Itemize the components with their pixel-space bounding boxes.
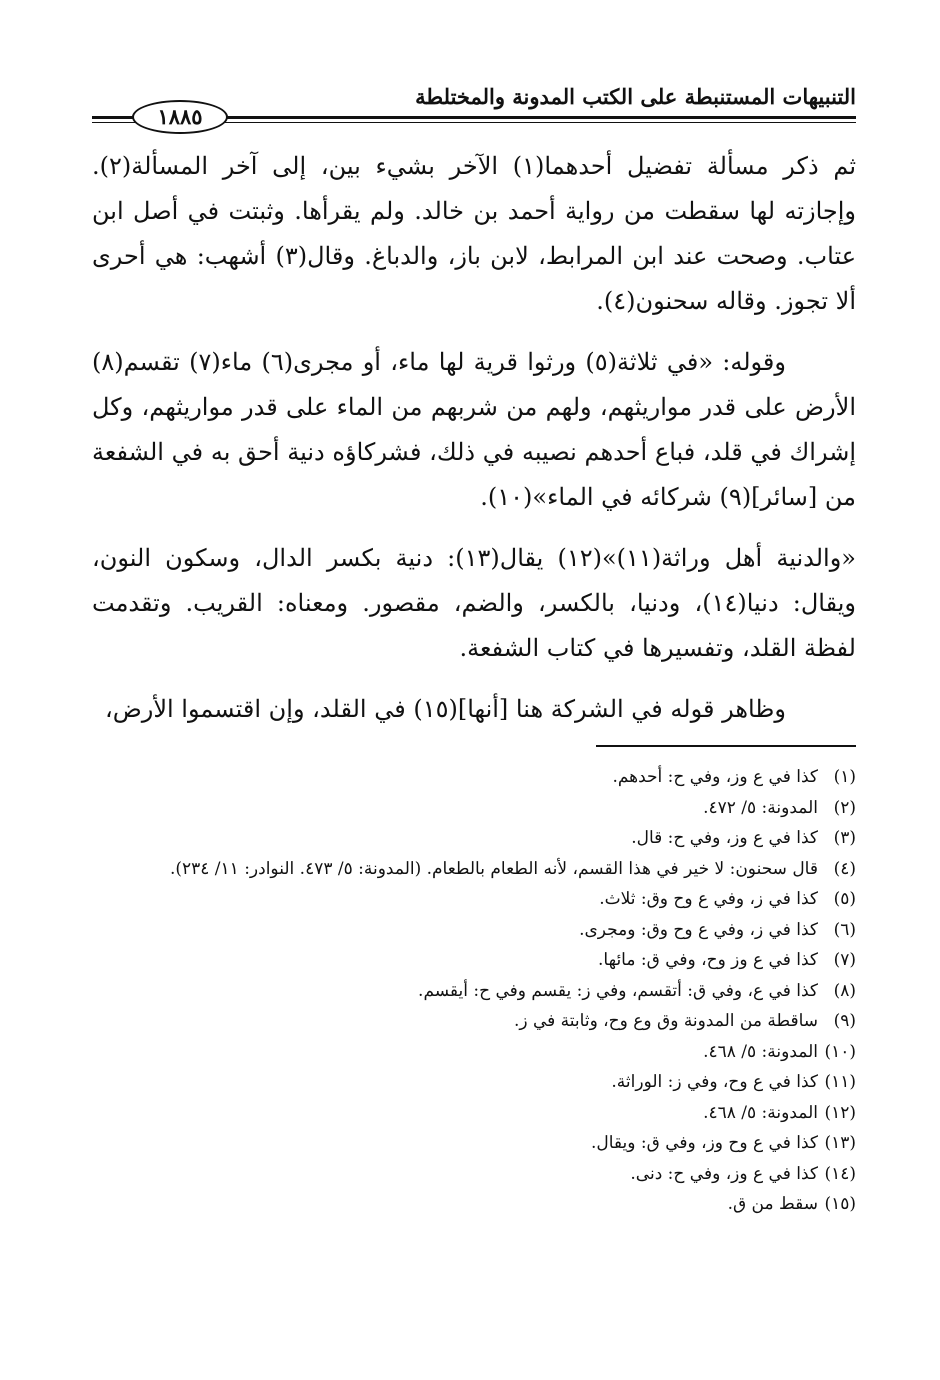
footnote-number: (١)	[833, 767, 856, 787]
footnote	[92, 1098, 856, 1129]
footnote-text: كذا في ع وز، وفي ح: قال.	[631, 828, 818, 848]
footnote-text: كذا في ع، وفي ق: أتقسم، وفي ز: يقسم وفي ح: أيقسم.	[418, 980, 818, 1001]
footnote-text: كذا في ز، وفي ع وح وق: ومجرى.	[579, 919, 818, 940]
footnote-number: (١٣)	[824, 1133, 856, 1153]
paragraph: وظاهر قوله في الشركة هنا [أنها](١٥) في القلد، وإن اقتسموا الأرض،	[104, 695, 786, 723]
footnote-text: قال سحنون: لا خير في هذا القسم، لأنه الطعام بالطعام. (المدونة: ٥/ ٤٧٣. النوادر: ١١/ ٢٣٤).	[169, 858, 818, 879]
running-title: التنبيهات المستنبطة على الكتب المدونة والمختلطة	[415, 84, 856, 109]
footnote	[92, 1159, 856, 1190]
footnotes	[92, 762, 856, 1220]
footnote-text: ساقطة من المدونة وق وع وح، وثابتة في ز.	[513, 1011, 818, 1031]
footnote-number: (١١)	[824, 1072, 856, 1092]
footnote-text: كذا في ع وح، وفي ز: الوراثة.	[611, 1072, 818, 1092]
footnote	[92, 1037, 856, 1068]
footnote-separator	[596, 745, 856, 747]
footnote	[92, 945, 856, 976]
footnote	[92, 884, 856, 915]
footnote-number: (٢)	[833, 797, 856, 818]
footnote	[92, 854, 856, 885]
footnote	[92, 1067, 856, 1098]
footnote-number: (١٢)	[824, 1102, 856, 1123]
footnote-number: (٤)	[833, 858, 856, 879]
main-text	[92, 144, 856, 732]
footnote-text: المدونة: ٥/ ٤٦٨.	[703, 1041, 818, 1062]
footnote-number: (٦)	[833, 919, 856, 940]
footnote-text: كذا في ع وز وح، وفي ق: مائها.	[598, 950, 818, 970]
footnote-text: كذا في ز، وفي ع وح وق: ثلاث.	[599, 889, 818, 909]
footnote-text: كذا في ع وز، وفي ح: أحدهم.	[612, 767, 818, 787]
footnote-number: (١٠)	[824, 1041, 856, 1062]
footnote	[92, 1006, 856, 1037]
paragraph: «والدنية أهل وراثة(١١)»(١٢) يقال(١٣): دنية بكسر الدال، وسكون النون، ويقال: دنيا(١٤)، ودنيا، بالكسر، والضم، مقصور. ومعناه: القريب. وتقدمت لفظة القلد، وتفسيرها في كتاب الشفعة.	[92, 544, 856, 662]
footnote-number: (٩)	[833, 1011, 856, 1031]
footnote	[92, 915, 856, 946]
footnote-number: (٣)	[833, 828, 856, 848]
page-number: ١٨٨٥	[132, 100, 228, 134]
paragraph: ثم ذكر مسألة تفضيل أحدهما(١) الآخر بشيء بين، إلى آخر المسألة(٢). وإجازته لها سقطت من رواية أحمد بن خالد. ولم يقرأها. وثبتت في أصل ابن عتاب. وصحت عند ابن المرابط، لابن باز، والدباغ. وقال(٣) أشهب: هي أحرى ألا تجوز. وقاله سحنون(٤).	[92, 152, 857, 315]
footnote-number: (١٤)	[824, 1163, 856, 1184]
footnote-number: (١٥)	[824, 1194, 856, 1214]
footnote-number: (٥)	[833, 889, 856, 909]
footnote-text: كذا في ع وز، وفي ح: دنى.	[630, 1163, 818, 1184]
footnote	[92, 823, 856, 854]
footnote-text: سقط من ق.	[727, 1194, 818, 1214]
paragraph: وقوله: «في ثلاثة(٥) ورثوا قرية لها ماء، أو مجرى(٦) ماء(٧) تقسم(٨) الأرض على قدر مواريثهم، ولهم من شربهم من الماء على قدر مواريثهم، وكل إشراك في قلد، فباع أحدهم نصيبه في ذلك، فشركاؤه دنية أحق به في الشفعة من [سائر](٩) شركائه في الماء»(١٠).	[92, 348, 856, 511]
footnote	[92, 793, 856, 824]
page-header	[92, 76, 856, 128]
footnote	[92, 976, 856, 1007]
footnote-number: (٧)	[833, 950, 856, 970]
footnote-number: (٨)	[833, 980, 856, 1001]
footnote	[92, 762, 856, 793]
footnote-text: المدونة: ٥/ ٤٧٢.	[703, 797, 818, 818]
footnote	[92, 1128, 856, 1159]
footnote-text: كذا في ع وح وز، وفي ق: ويقال.	[591, 1133, 818, 1153]
footnote-text: المدونة: ٥/ ٤٦٨.	[703, 1102, 818, 1123]
footnote	[92, 1189, 856, 1220]
